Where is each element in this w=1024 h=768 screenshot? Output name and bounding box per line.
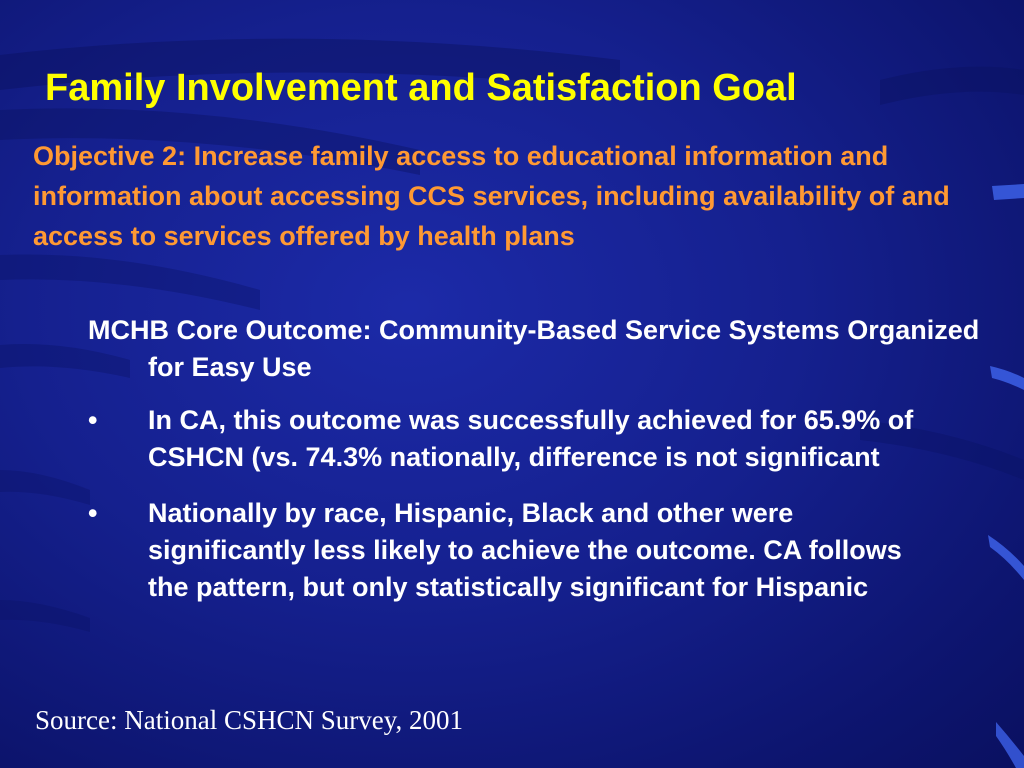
bullet-text: Nationally by race, Hispanic, Black and other were significantly less likely to achieve the outcome. CA follows the pattern, but only statistically significant for Hispanic <box>148 498 902 602</box>
core-outcome-heading: MCHB Core Outcome: Community-Based Service Systems Organized for Easy Use <box>88 315 980 382</box>
decor-stripe <box>988 535 1024 580</box>
bullet-marker: • <box>88 498 98 528</box>
bullet-item <box>88 495 948 606</box>
decor-stripe <box>996 722 1024 768</box>
source-citation: Source: National CSHCN Survey, 2001 <box>35 705 463 735</box>
slide-title: Family Involvement and Satisfaction Goal <box>45 67 797 109</box>
objective-text: Objective 2: Increase family access to educational information and information about accessing CCS services, including availability of and access to services offered by health plans <box>33 141 950 251</box>
bullet-item <box>88 402 948 476</box>
decor-stripe <box>992 184 1024 200</box>
bullet-text: In CA, this outcome was successfully achieved for 65.9% of CSHCN (vs. 74.3% nationally, difference is not significant <box>148 405 914 472</box>
bullet-list <box>88 402 948 625</box>
bullet-marker: • <box>88 405 98 435</box>
